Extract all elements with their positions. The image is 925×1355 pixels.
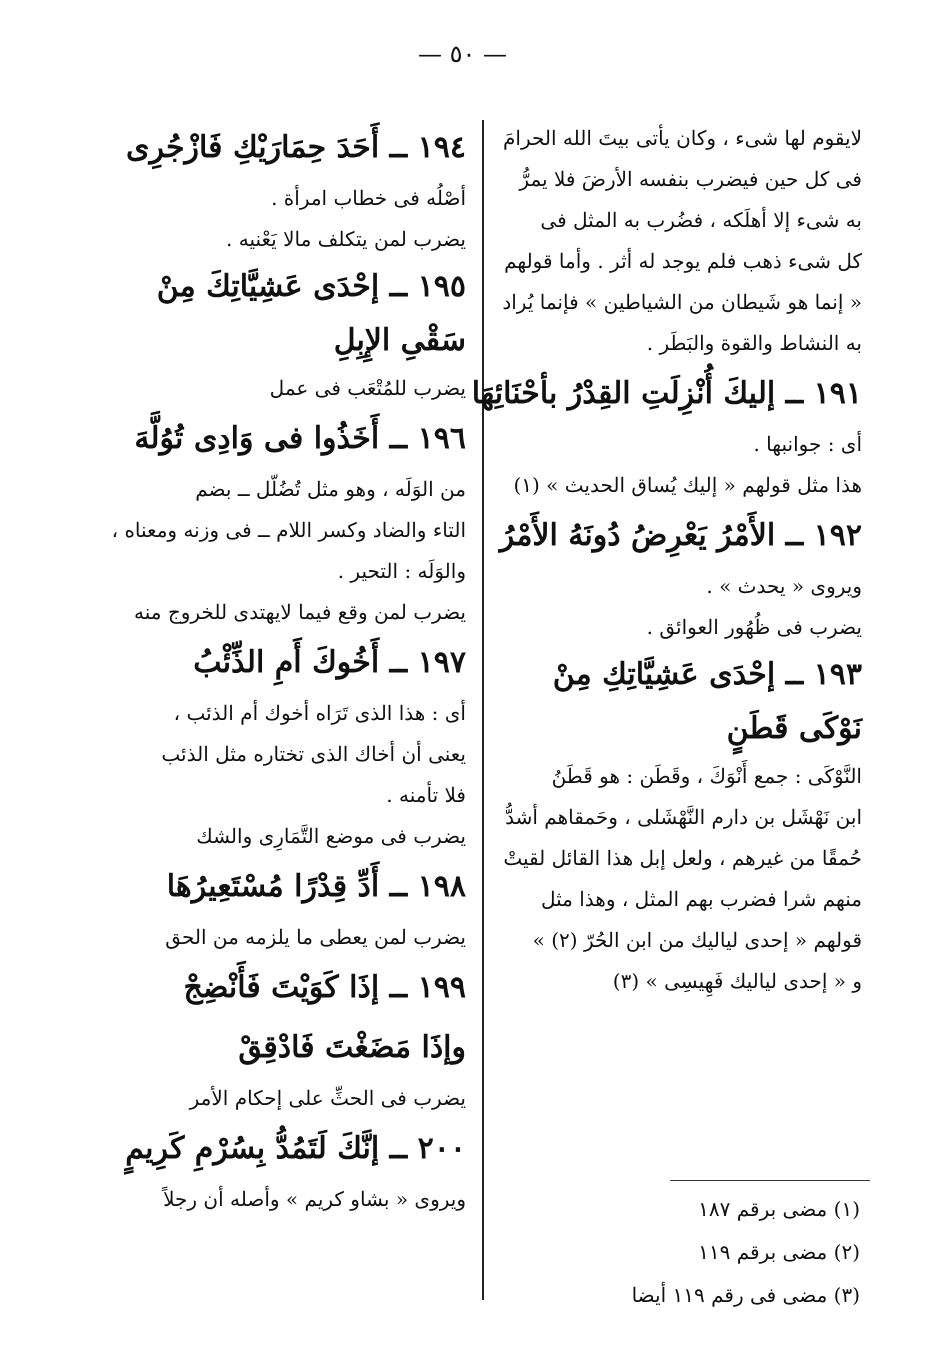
text-line: لايقوم لها شىء ، وكان يأتى بيتَ الله الحرامَ [503, 126, 862, 150]
proverb-heading: ١٩٥ ــ إحْدَى عَشِيَّاتِكَ مِنْ سَقْىِ الإِبِلِ [156, 269, 466, 358]
text-line: يضرب للمُتْعَب فى عمل [269, 376, 466, 400]
right-column [471, 118, 862, 1002]
proverb-heading: ١٩٢ ــ الأَمْرُ يَعْرِضُ دُونَهُ الأَمْرُ [499, 518, 862, 553]
proverb-heading: ١٩٧ ــ أَخُوكَ أَمِ الذِّئْبُ [193, 645, 466, 680]
footnotes-rule [670, 1180, 870, 1181]
text-line: ابن نَهْشَل بن دارم النَّهْشَلى ، وحَمقاهم أشدُّ [505, 805, 862, 829]
left-column [108, 118, 466, 1220]
text-line: كل شىء ذهب فلم يوجد له أثر . وأما قولهم [504, 249, 862, 273]
text-line: يضرب لمن يعطى ما يلزمه من الحق [165, 925, 466, 949]
text-line: به شىء إلا أهلَكه ، فضُرب به المثل فى [540, 208, 862, 232]
text-line: حُمقًا من غيرهم ، ولعل إبل هذا القائل لقيتْ [503, 846, 862, 870]
page-number: — ٥٠ — [417, 40, 508, 68]
proverb-heading: ١٩٦ ــ أَخَذُوا فى وَادِى تُوُلَّهَ [134, 421, 466, 456]
text-line: قولهم « إحدى لياليك من ابن الحُرّ (٢) » [532, 928, 862, 952]
text-line: يضرب فى ظُهُور العوائق . [646, 615, 862, 639]
text-line: فى كل حين فيضرب بنفسه الأرضَ فلا يمرُّ [519, 167, 862, 191]
footnote: (١) مضى برقم ١٨٧ [698, 1197, 860, 1221]
text-line: و « إحدى لياليك فَهِيسِى » (٣) [612, 969, 862, 993]
text-line: يضرب فى الحثِّ على إحكام الأمر [189, 1086, 466, 1110]
proverb-heading: ٢٠٠ ــ إنَّكَ لَتَمُدُّ بِسُرْمِ كَرِيمٍ [125, 1131, 466, 1166]
text-line: أى : جوانبها . [753, 432, 862, 456]
text-line: به النشاط والقوة والبَطَر . [646, 331, 862, 355]
column-divider [482, 120, 484, 1300]
footnote: (٣) مضى فى رقم ١١٩ أيضا [631, 1283, 860, 1307]
text-line: التاء والضاد وكسر اللام ــ فى وزنه ومعناه ، [111, 518, 466, 542]
text-line: النَّوْكَى : جمع أَنْوَكَ ، وقَطَن : هو قَطَنُ [551, 764, 862, 788]
text-line: فلا تأمنه . [386, 783, 466, 807]
text-line: هذا مثل قولهم « إليك يُساق الحديث » (١) [513, 473, 862, 497]
text-line: ويروى « يحدث » . [706, 574, 862, 598]
proverb-heading: وإذَا مَضَغْتَ فَادْقِقْ [238, 1030, 466, 1065]
footnotes [560, 1188, 860, 1317]
text-line: والوَلَه : التحير . [337, 559, 466, 583]
text-line: منهم شرا فضرب بهم المثل ، وهذا مثل [541, 887, 862, 911]
text-line: أصْلُه فى خطاب امرأة . [271, 186, 466, 210]
footnote: (٢) مضى برقم ١١٩ [698, 1240, 860, 1264]
proverb-heading: ١٩١ ــ إليكَ أُنْزِلَتِ القِدْرُ بأحْنَائِهَا [471, 376, 862, 411]
proverb-heading: ١٩٩ ــ إذَا كَوَيْتَ فَأَنْضِجْ [183, 970, 466, 1005]
text-line: يعنى أن أخاك الذى تختاره مثل الذئب [161, 742, 466, 766]
proverb-heading: ١٩٤ ــ أَحَدَ حِمَارَيْكِ فَازْجُرِى [125, 130, 466, 165]
text-line: من الوَلَه ، وهو مثل تُضُلّل ــ بضم [195, 477, 466, 501]
text-line: أى : هذا الذى تَرَاه أخوك أم الذئب ، [173, 701, 466, 725]
text-line: يضرب فى موضع التَّمَارِى والشك [196, 824, 466, 848]
text-line: ويروى « بشاو كريم » وأصله أن رجلاً [163, 1187, 466, 1211]
proverb-heading: ١٩٨ ــ أَدِّ قِدْرًا مُسْتَعِيرُهَا [166, 869, 466, 904]
text-line: « إنما هو شَيطان من الشياطين » فإنما يُراد [502, 290, 862, 314]
proverb-heading: ١٩٣ ــ إحْدَى عَشِيَّاتِكِ مِنْ نَوْكَى قَطَنٍ [552, 657, 862, 746]
text-line: يضرب لمن يتكلف مالا يَعْنيه . [226, 227, 466, 251]
text-line: يضرب لمن وقع فيما لايهتدى للخروج منه [134, 600, 466, 624]
